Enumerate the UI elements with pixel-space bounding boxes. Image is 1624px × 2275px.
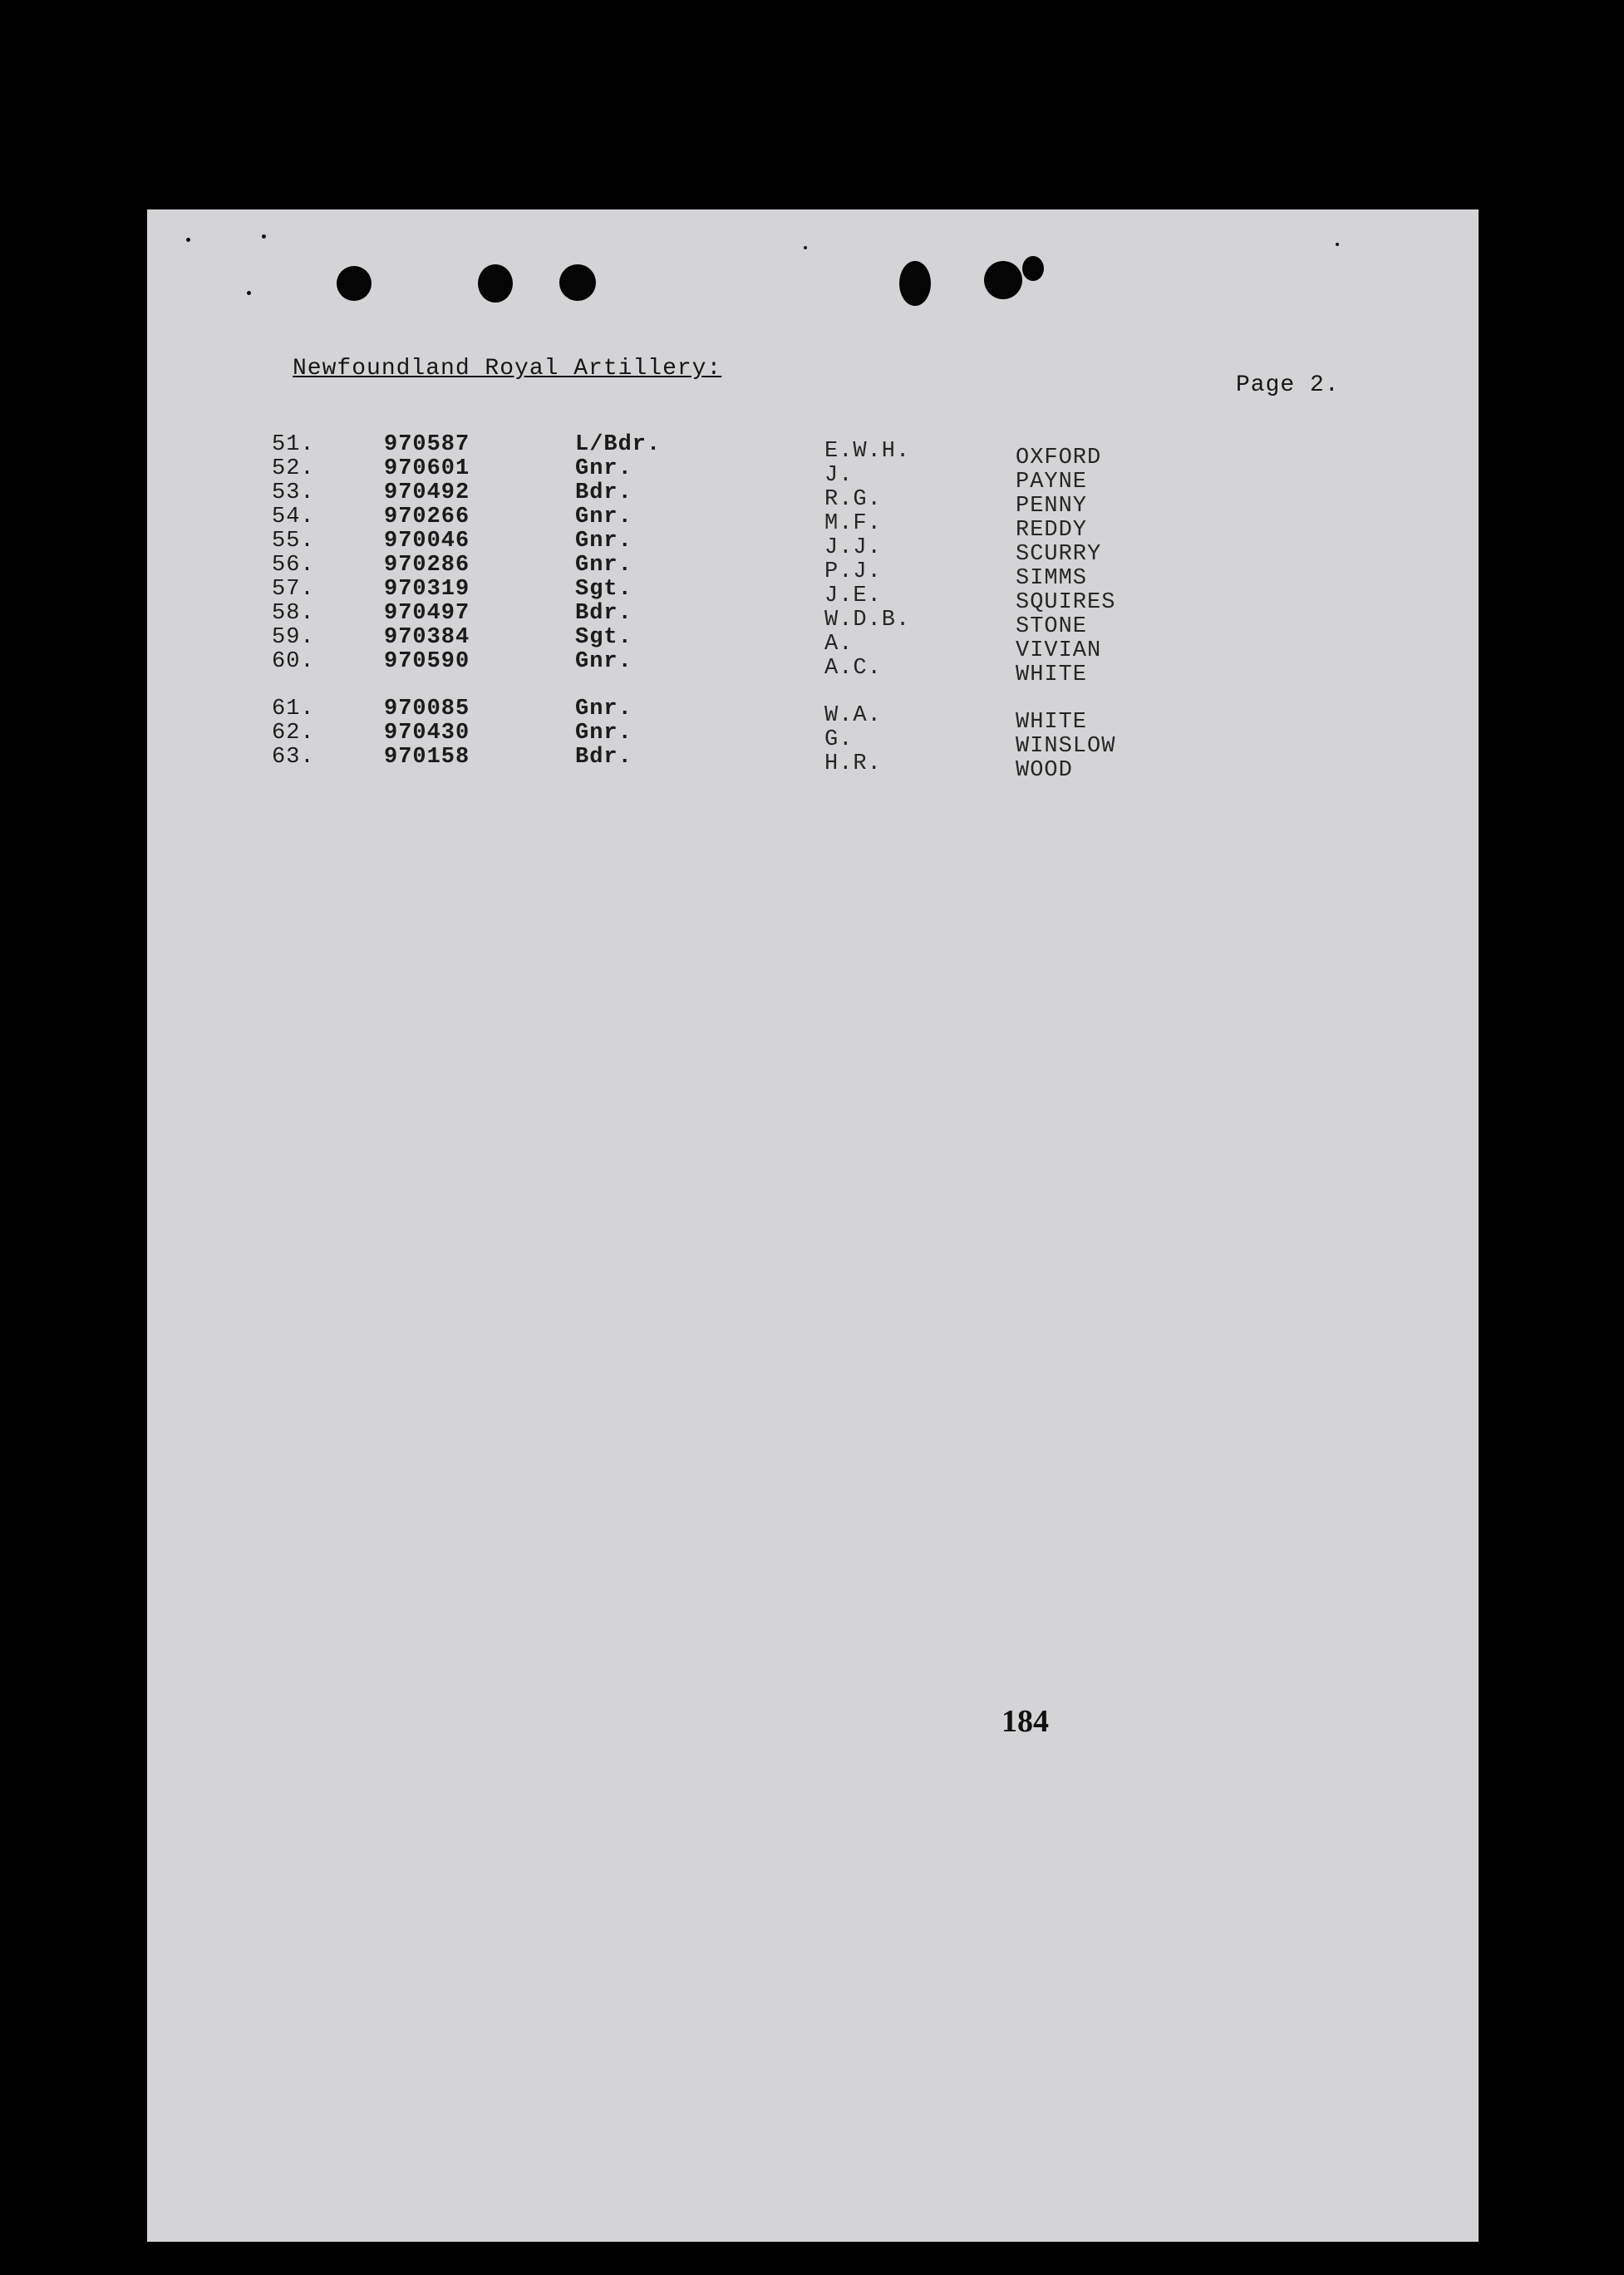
surname: REDDY [1016,518,1088,543]
surname: STONE [1016,614,1088,639]
punch-hole [337,266,372,301]
initials: R.G. [824,487,882,512]
initials: J. [824,463,854,488]
speck [262,234,266,239]
surname: SIMMS [1016,566,1088,591]
rank: Gnr. [575,553,632,578]
initials: A.C. [824,656,882,681]
entry-number: 53. [272,480,315,505]
service-number: 970286 [384,553,470,578]
entry-number: 60. [272,649,315,674]
punch-hole [899,261,931,306]
rank: Gnr. [575,649,632,674]
surname: SQUIRES [1016,590,1116,615]
page-label: Page 2. [1236,372,1340,398]
punch-hole [559,264,596,301]
surname: WOOD [1016,758,1073,783]
service-number: 970085 [384,697,470,721]
speck [804,246,807,249]
rank: Gnr. [575,721,632,746]
service-number: 970384 [384,625,470,650]
entry-number: 59. [272,625,315,650]
entry-number: 54. [272,505,315,529]
initials: P.J. [824,559,882,584]
service-number: 970492 [384,480,470,505]
surname: PENNY [1016,494,1088,519]
entry-number: 57. [272,577,315,602]
initials: A. [824,632,854,657]
rank: Gnr. [575,505,632,529]
punch-hole [478,264,513,303]
initials: J.E. [824,584,882,608]
entry-number: 62. [272,721,315,746]
service-number: 970158 [384,745,470,770]
entry-number: 52. [272,456,315,481]
punch-hole [984,261,1022,299]
roster-row [147,745,1477,783]
entry-number: 56. [272,553,315,578]
service-number: 970497 [384,601,470,626]
surname: WINSLOW [1016,734,1116,759]
document-page [147,209,1479,2242]
initials: E.W.H. [824,439,911,464]
speck [1336,243,1339,246]
initials: H.R. [824,751,882,776]
surname: WHITE [1016,662,1088,687]
rank: Sgt. [575,577,632,602]
initials: M.F. [824,511,882,536]
rank: Gnr. [575,697,632,721]
service-number: 970601 [384,456,470,481]
punch-hole [1022,256,1044,281]
entry-number: 55. [272,529,315,554]
rank: Bdr. [575,745,632,770]
rank: L/Bdr. [575,432,662,457]
service-number: 970430 [384,721,470,746]
rank: Bdr. [575,601,632,626]
entry-number: 63. [272,745,315,770]
initials: W.A. [824,703,882,728]
initials: J.J. [824,535,882,560]
surname: WHITE [1016,710,1088,735]
service-number: 970587 [384,432,470,457]
roster-row [147,649,1477,687]
initials: G. [824,727,854,752]
speck [247,291,251,295]
entry-number: 61. [272,697,315,721]
service-number: 970319 [384,577,470,602]
rank: Bdr. [575,480,632,505]
speck [186,238,190,242]
rank: Sgt. [575,625,632,650]
rank: Gnr. [575,529,632,554]
surname: SCURRY [1016,542,1102,567]
initials: W.D.B. [824,608,911,633]
surname: VIVIAN [1016,638,1102,663]
rank: Gnr. [575,456,632,481]
service-number: 970266 [384,505,470,529]
service-number: 970590 [384,649,470,674]
entry-number: 58. [272,601,315,626]
document-heading: Newfoundland Royal Artillery: [293,356,722,382]
service-number: 970046 [384,529,470,554]
surname: PAYNE [1016,470,1088,495]
entry-number: 51. [272,432,315,457]
folio-number: 184 [1001,1704,1049,1739]
surname: OXFORD [1016,446,1102,470]
